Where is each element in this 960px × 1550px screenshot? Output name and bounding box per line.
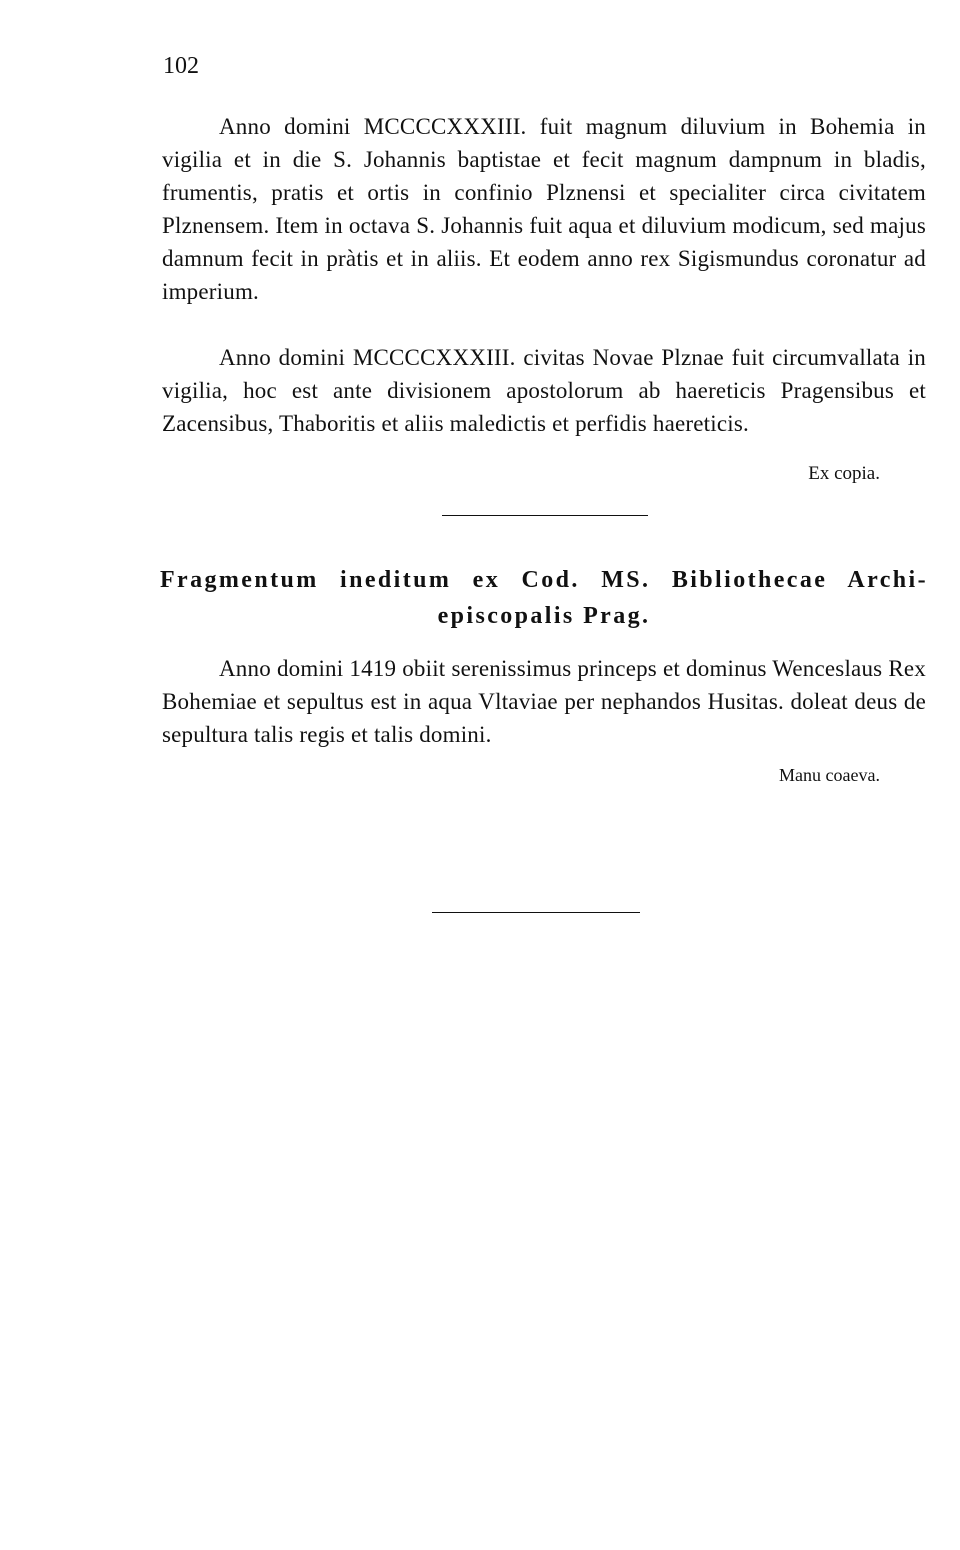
section-divider <box>442 515 648 516</box>
fragment-heading-line-1: Fragmentum ineditum ex Cod. MS. Bibliothecae Archi- <box>160 567 928 593</box>
attribution-ex-copia: Ex copia. <box>808 463 880 484</box>
end-divider <box>432 912 640 913</box>
paragraph-siege-1433: Anno domini MCCCCXXXIII. civitas Novae Plznae fuit circumvallata in vigilia, hoc est ante divisionem apostolorum ab haereticis Pragensibus et Zacensibus, Thaboritis et aliis maledictis et perfidis haereticis. <box>162 345 926 436</box>
page-number: 102 <box>163 53 199 79</box>
paragraph-wenceslaus-1419: Anno domini 1419 obiit serenissimus princeps et dominus Wenceslaus Rex Bohemiae et sepultus est in aqua Vltaviae per nephandos Husitas. doleat deus de sepultura talis regis et talis domini. <box>162 656 926 747</box>
fragment-heading <box>160 562 928 634</box>
attribution-manu-coaeva: Manu coaeva. <box>779 765 880 785</box>
fragment-heading-line-2: episcopalis Prag. <box>437 603 651 629</box>
paragraph-flood-1433: Anno domini MCCCCXXXIII. fuit magnum diluvium in Bohemia in vigilia et in die S. Johannis baptistae et fecit magnum dampnum in bladis, frumentis, pratis et ortis in confinio Plznensi et specialiter circa civitatem Plznensem. Item in octava S. Johannis fuit aqua et diluvium modicum, sed majus damnum fecit in pràtis et in aliis. Et eodem anno rex Sigismundus coronatur ad imperium. <box>162 114 926 304</box>
